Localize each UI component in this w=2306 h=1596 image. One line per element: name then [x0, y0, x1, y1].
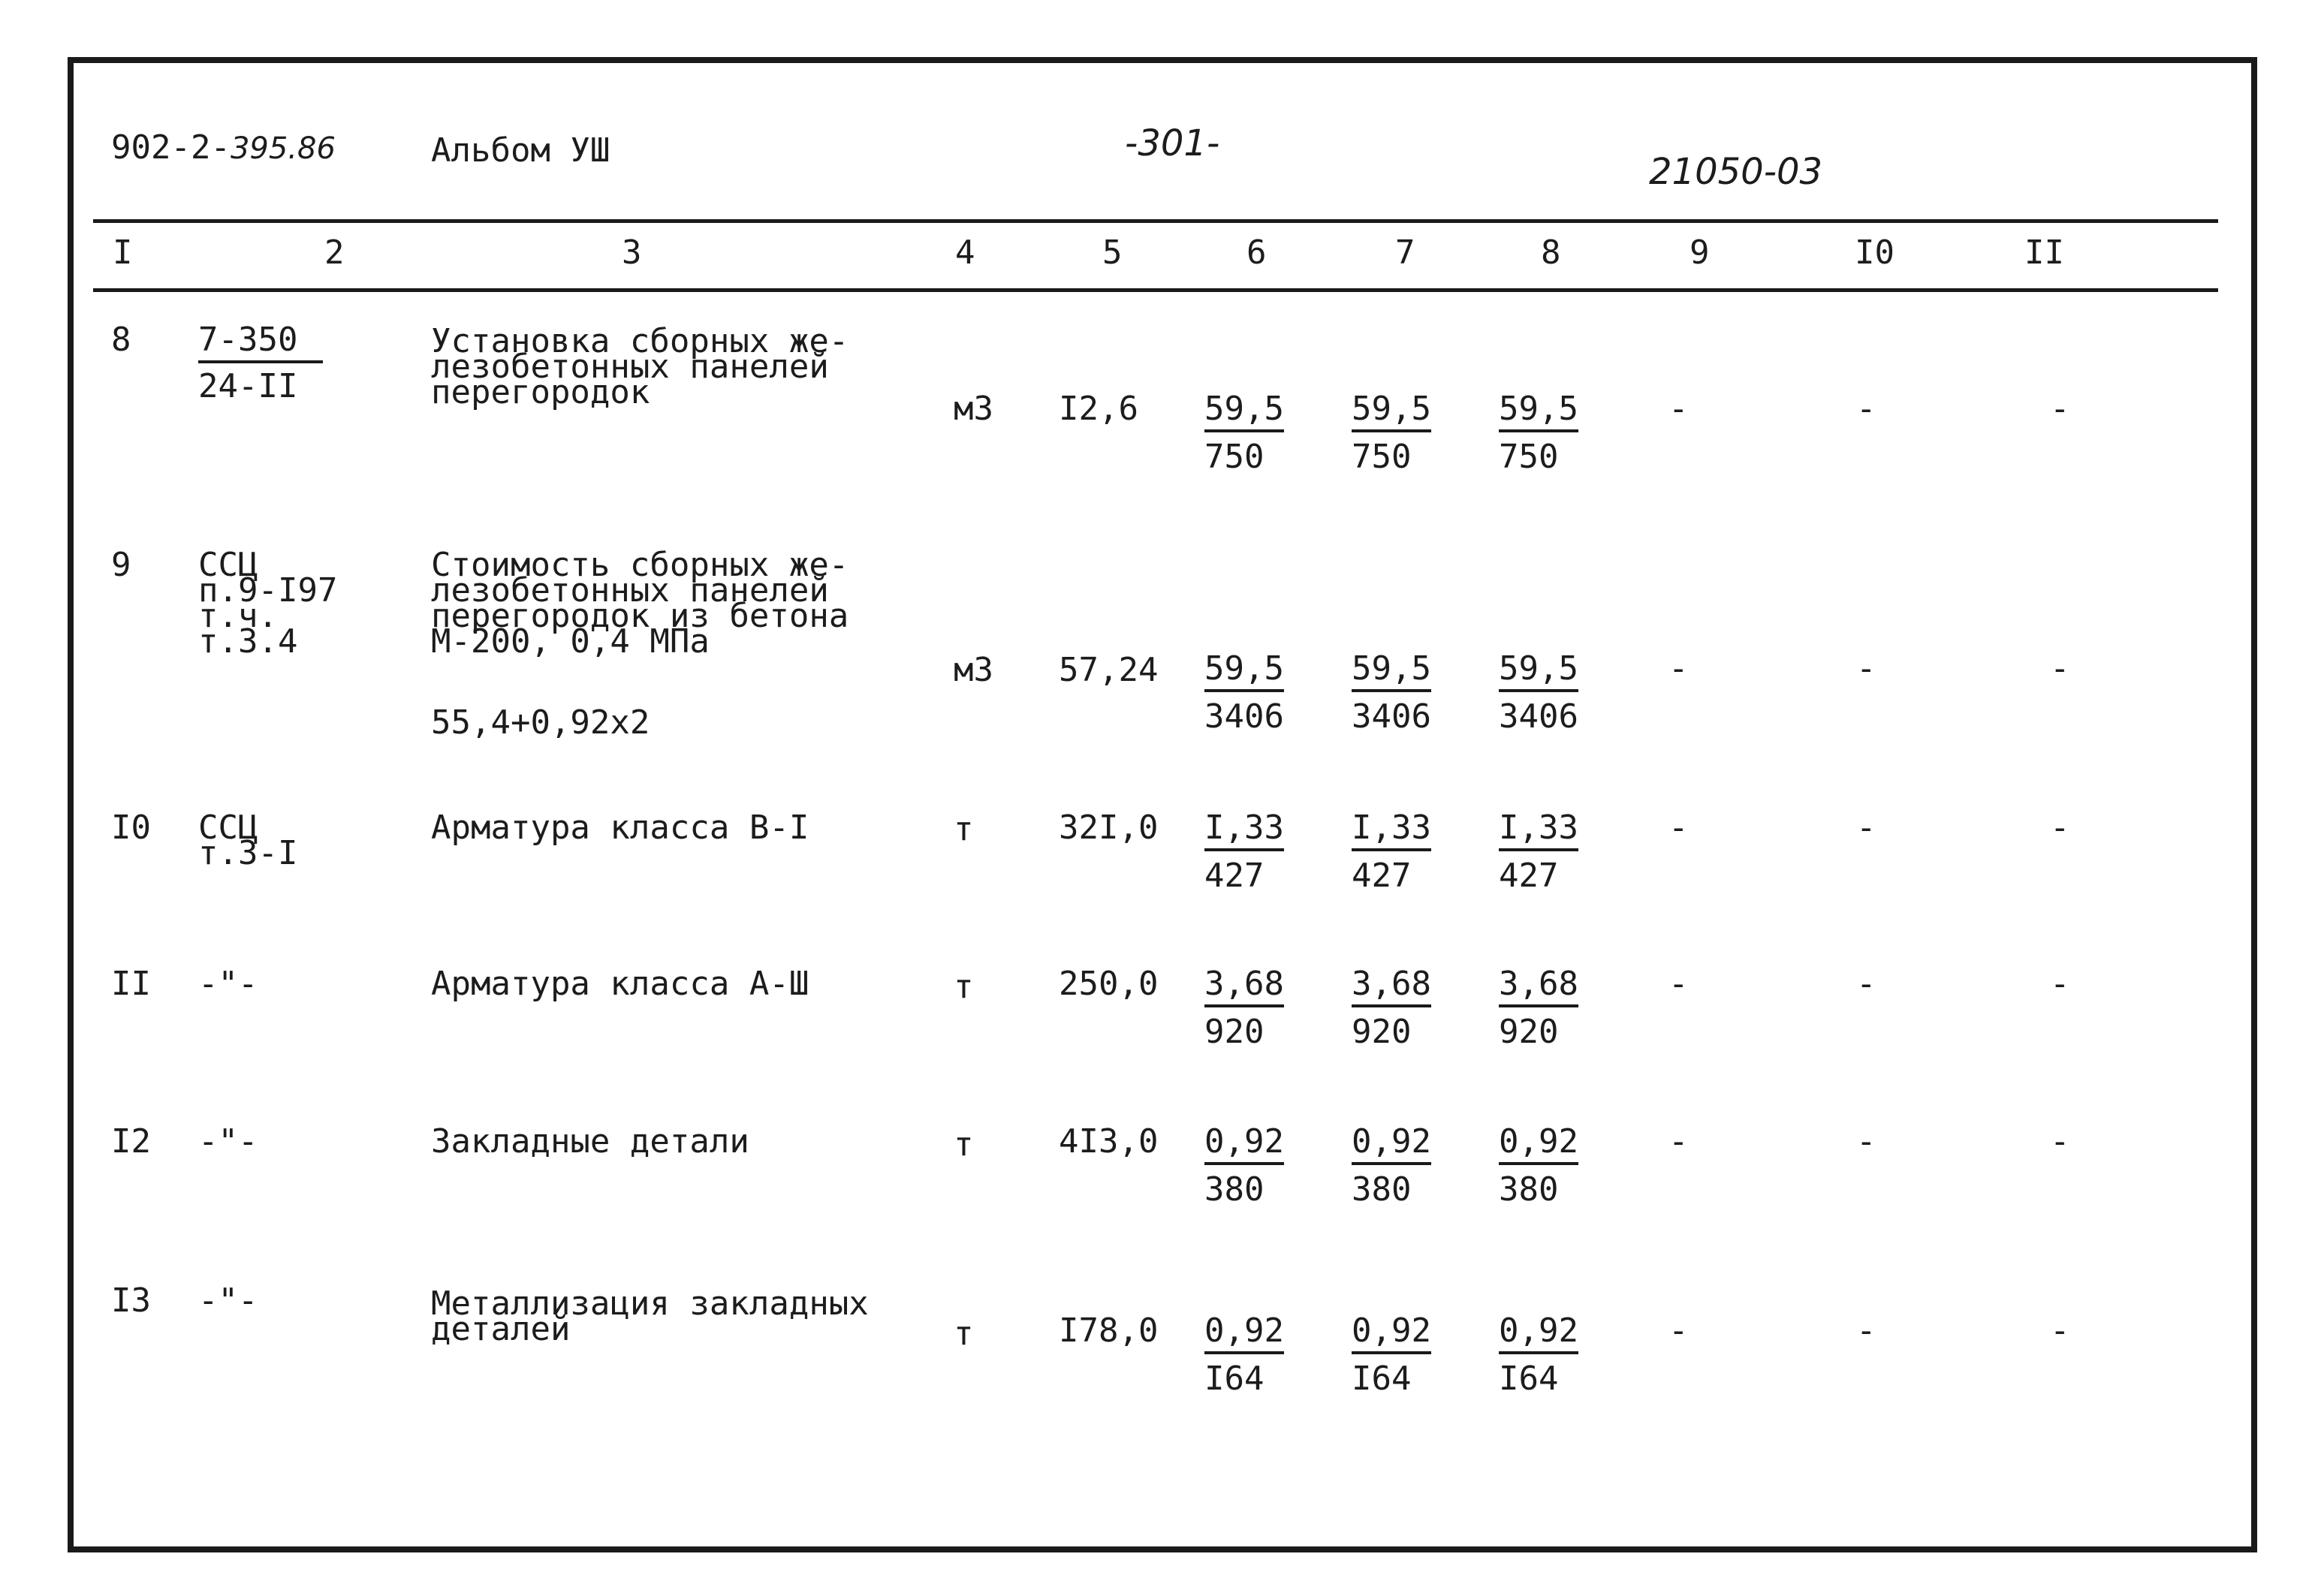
row-number: I3: [111, 1281, 151, 1320]
doc-code: [111, 129, 336, 167]
doc-code-prefix: 902-2-: [111, 128, 231, 167]
cell-7: $\frac{59,5}{750}$: [1352, 390, 1431, 476]
row-number: II: [111, 965, 151, 1003]
cell-6: $\frac{3,68}{920}$: [1204, 965, 1284, 1051]
header-bottom-rule: [93, 288, 2218, 292]
cell-8: $\frac{59,5}{3406}$: [1499, 649, 1578, 736]
row-code: -"-: [198, 1122, 258, 1161]
row-unit: т: [954, 810, 974, 848]
cell-11: -: [2050, 809, 2070, 847]
cell-9: -: [1668, 965, 1689, 1003]
cell-9: -: [1668, 1122, 1689, 1161]
row-unit: т: [954, 1314, 974, 1353]
cell-11: -: [2050, 1311, 2070, 1350]
column-number: II: [2024, 233, 2064, 272]
cell-11: -: [2050, 1122, 2070, 1161]
row-price: 250,0: [1059, 965, 1159, 1003]
cell-10: -: [1856, 649, 1876, 688]
cell-10: -: [1856, 965, 1876, 1003]
cell-8: $\frac{I,33}{427}$: [1499, 809, 1578, 895]
row-number: 9: [111, 546, 131, 584]
cell-9: -: [1668, 1311, 1689, 1350]
row-code: [198, 321, 323, 405]
cell-9: -: [1668, 649, 1689, 688]
row-number: I0: [111, 809, 151, 847]
cell-11: -: [2050, 649, 2070, 688]
column-number: 9: [1690, 233, 1710, 272]
column-number: 5: [1102, 233, 1123, 272]
cell-10: -: [1856, 1122, 1876, 1161]
column-number: 8: [1541, 233, 1561, 272]
column-number: 4: [955, 233, 975, 272]
code-bottom: 24-II: [198, 367, 298, 405]
row-code: -"-: [198, 965, 258, 1003]
code-top: 7-350: [198, 321, 323, 363]
cell-7: $\frac{0,92}{I64}$: [1352, 1311, 1431, 1398]
header-top-rule: [93, 219, 2218, 223]
row-number: 8: [111, 321, 131, 359]
row-unit: т: [954, 1125, 974, 1164]
page-frame: [68, 57, 2257, 1552]
column-number: 3: [622, 233, 642, 272]
row-name: Металлизация закладных деталей: [431, 1284, 869, 1348]
cell-9: -: [1668, 809, 1689, 847]
column-number: I0: [1855, 233, 1895, 272]
row-price: I2,6: [1059, 390, 1138, 428]
cell-7: $\frac{0,92}{380}$: [1352, 1122, 1431, 1209]
row-name: Арматура класса В-I: [431, 809, 809, 847]
row-name: Арматура класса А-Ш: [431, 965, 809, 1003]
column-number: 7: [1395, 233, 1415, 272]
cell-11: -: [2050, 390, 2070, 428]
row-name: Установка сборных же- лезобетонных панелей перегородок: [431, 322, 849, 411]
row-name: Закладные детали: [431, 1122, 749, 1161]
cell-7: $\frac{59,5}{3406}$: [1352, 649, 1431, 736]
cell-6: $\frac{59,5}{750}$: [1204, 390, 1284, 476]
row-code: -"-: [198, 1281, 258, 1320]
cell-9: -: [1668, 390, 1689, 428]
cell-11: -: [2050, 965, 2070, 1003]
page-number: -301-: [1125, 122, 1220, 164]
cell-7: $\frac{I,33}{427}$: [1352, 809, 1431, 895]
row-unit: м3: [954, 390, 993, 428]
column-number: I: [113, 233, 133, 272]
cell-6: $\frac{I,33}{427}$: [1204, 809, 1284, 895]
row-unit: т: [954, 968, 974, 1006]
cell-10: -: [1856, 809, 1876, 847]
row-unit: м3: [954, 651, 993, 689]
cell-6: $\frac{0,92}{380}$: [1204, 1122, 1284, 1209]
cell-8: $\frac{0,92}{I64}$: [1499, 1311, 1578, 1398]
cell-8: $\frac{0,92}{380}$: [1499, 1122, 1578, 1209]
album-label: Альбом УШ: [431, 131, 610, 170]
column-number: 2: [324, 233, 345, 272]
cell-8: $\frac{3,68}{920}$: [1499, 965, 1578, 1051]
cell-7: $\frac{3,68}{920}$: [1352, 965, 1431, 1051]
doc-code-handwritten: 395.86: [230, 131, 336, 166]
row-price: I78,0: [1059, 1311, 1159, 1350]
column-number: 6: [1246, 233, 1267, 272]
cell-6: $\frac{59,5}{3406}$: [1204, 649, 1284, 736]
row-price: 32I,0: [1059, 809, 1159, 847]
cell-6: $\frac{0,92}{I64}$: [1204, 1311, 1284, 1398]
cell-10: -: [1856, 1311, 1876, 1350]
row-extra: 55,4+0,92x2: [431, 703, 650, 742]
row-price: 57,24: [1059, 651, 1159, 689]
row-number: I2: [111, 1122, 151, 1161]
cell-10: -: [1856, 390, 1876, 428]
row-price: 4I3,0: [1059, 1122, 1159, 1161]
row-code: ССЦ п.9-I97 т.ч. т.3.4: [198, 546, 338, 661]
cell-8: $\frac{59,5}{750}$: [1499, 390, 1578, 476]
project-number: 21050-03: [1649, 151, 1823, 193]
row-name: Стоимость сборных же- лезобетонных панелей перегородок из бетона М-200, 0,4 МПа: [431, 546, 849, 661]
row-code: ССЦ т.3-I: [198, 809, 298, 872]
